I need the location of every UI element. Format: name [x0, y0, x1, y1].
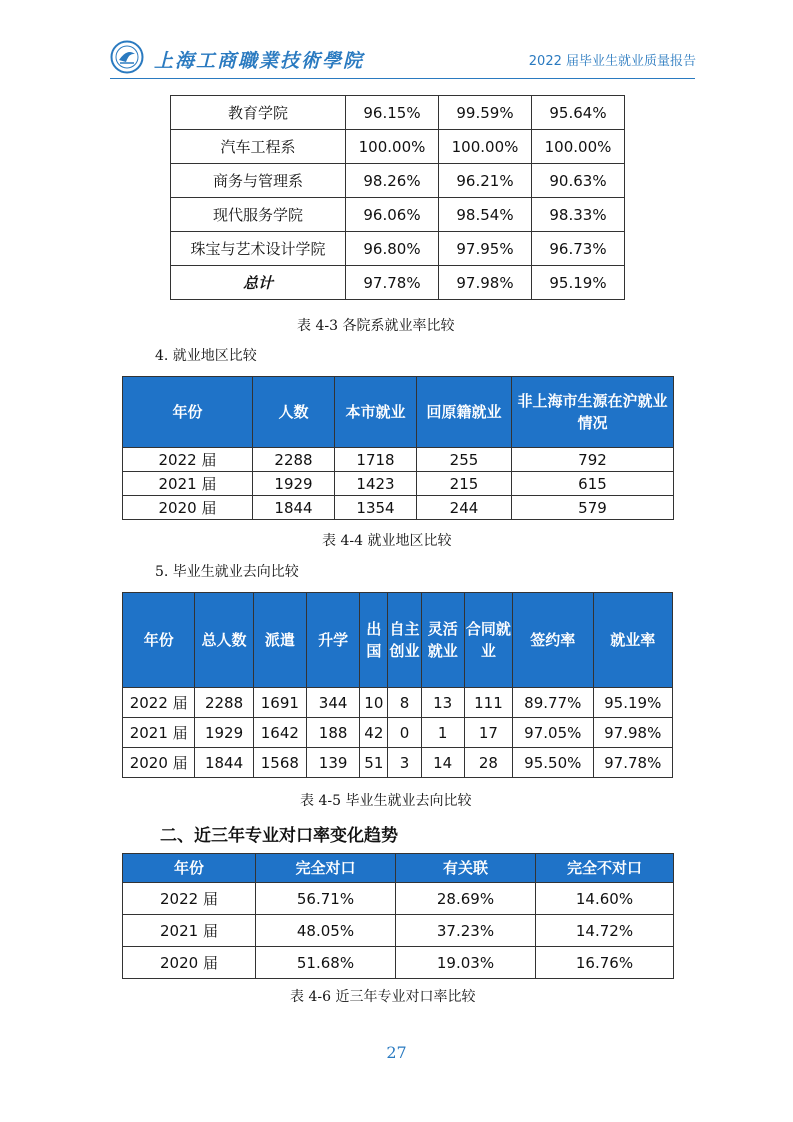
value-cell: 1642	[253, 718, 306, 748]
column-header: 灵活就业	[421, 593, 464, 688]
department-cell: 现代服务学院	[171, 198, 346, 232]
value-cell: 51.68%	[256, 947, 396, 979]
column-header: 自主创业	[388, 593, 421, 688]
value-cell: 1354	[335, 496, 417, 520]
rate-cell: 95.19%	[532, 266, 625, 300]
year-cell: 2022 届	[123, 883, 256, 915]
table-row	[123, 748, 673, 778]
rate-cell: 99.59%	[439, 96, 532, 130]
table-row	[123, 718, 673, 748]
value-cell: 37.23%	[396, 915, 536, 947]
value-cell: 42	[360, 718, 388, 748]
column-header: 就业率	[593, 593, 673, 688]
value-cell: 1691	[253, 688, 306, 718]
column-header: 完全对口	[256, 854, 396, 883]
value-cell: 89.77%	[513, 688, 593, 718]
value-cell: 16.76%	[536, 947, 674, 979]
column-header: 人数	[253, 377, 335, 448]
column-header: 有关联	[396, 854, 536, 883]
value-cell: 95.50%	[513, 748, 593, 778]
department-cell: 总计	[171, 266, 346, 300]
value-cell: 0	[388, 718, 421, 748]
value-cell: 28	[464, 748, 512, 778]
table-row	[171, 164, 625, 198]
column-header: 年份	[123, 854, 256, 883]
value-cell: 255	[417, 448, 512, 472]
column-header: 签约率	[513, 593, 593, 688]
rate-cell: 100.00%	[346, 130, 439, 164]
column-header: 回原籍就业	[417, 377, 512, 448]
rate-cell: 98.54%	[439, 198, 532, 232]
value-cell: 344	[306, 688, 359, 718]
section-5-title: 5. 毕业生就业去向比较	[155, 564, 299, 580]
value-cell: 1	[421, 718, 464, 748]
value-cell: 1844	[253, 496, 335, 520]
department-employment-table	[170, 95, 625, 300]
value-cell: 1718	[335, 448, 417, 472]
page-number: 27	[386, 1043, 407, 1062]
rate-cell: 96.15%	[346, 96, 439, 130]
value-cell: 2288	[253, 448, 335, 472]
value-cell: 13	[421, 688, 464, 718]
table-row	[123, 883, 674, 915]
year-cell: 2020 届	[123, 496, 253, 520]
value-cell: 14	[421, 748, 464, 778]
column-header: 合同就业	[464, 593, 512, 688]
table-row	[123, 915, 674, 947]
value-cell: 97.05%	[513, 718, 593, 748]
rate-cell: 95.64%	[532, 96, 625, 130]
column-header: 本市就业	[335, 377, 417, 448]
rate-cell: 97.95%	[439, 232, 532, 266]
school-name: 上海工商職業技術學院	[154, 50, 365, 72]
report-title: 2022 届毕业生就业质量报告	[528, 54, 696, 69]
value-cell: 95.19%	[593, 688, 673, 718]
table-4-5-caption: 表 4-5 毕业生就业去向比较	[300, 793, 472, 809]
year-cell: 2020 届	[123, 748, 195, 778]
value-cell: 1423	[335, 472, 417, 496]
major-match-table	[122, 853, 674, 979]
rate-cell: 97.78%	[346, 266, 439, 300]
column-header: 完全不对口	[536, 854, 674, 883]
value-cell: 2288	[195, 688, 253, 718]
column-header: 非上海市生源在沪就业情况	[512, 377, 674, 448]
value-cell: 97.78%	[593, 748, 673, 778]
table-row	[171, 198, 625, 232]
column-header: 年份	[123, 593, 195, 688]
value-cell: 1929	[253, 472, 335, 496]
rate-cell: 97.98%	[439, 266, 532, 300]
header-divider	[110, 78, 695, 79]
value-cell: 56.71%	[256, 883, 396, 915]
column-header: 年份	[123, 377, 253, 448]
rate-cell: 100.00%	[439, 130, 532, 164]
value-cell: 51	[360, 748, 388, 778]
value-cell: 14.60%	[536, 883, 674, 915]
value-cell: 14.72%	[536, 915, 674, 947]
year-cell: 2021 届	[123, 718, 195, 748]
department-cell: 珠宝与艺术设计学院	[171, 232, 346, 266]
value-cell: 28.69%	[396, 883, 536, 915]
region-employment-table	[122, 376, 674, 520]
table-row	[123, 947, 674, 979]
table-4-4-caption: 表 4-4 就业地区比较	[322, 533, 452, 549]
rate-cell: 98.33%	[532, 198, 625, 232]
year-cell: 2021 届	[123, 472, 253, 496]
value-cell: 10	[360, 688, 388, 718]
table-row	[123, 448, 674, 472]
rate-cell: 96.80%	[346, 232, 439, 266]
table-row	[171, 130, 625, 164]
rate-cell: 98.26%	[346, 164, 439, 198]
rate-cell: 96.21%	[439, 164, 532, 198]
year-cell: 2020 届	[123, 947, 256, 979]
value-cell: 8	[388, 688, 421, 718]
value-cell: 19.03%	[396, 947, 536, 979]
department-cell: 教育学院	[171, 96, 346, 130]
table-4-6-caption: 表 4-6 近三年专业对口率比较	[290, 989, 476, 1005]
section-2-heading: 二、近三年专业对口率变化趋势	[160, 826, 398, 846]
value-cell: 111	[464, 688, 512, 718]
value-cell: 97.98%	[593, 718, 673, 748]
value-cell: 139	[306, 748, 359, 778]
value-cell: 615	[512, 472, 674, 496]
value-cell: 792	[512, 448, 674, 472]
value-cell: 215	[417, 472, 512, 496]
employment-destination-table	[122, 592, 673, 778]
rate-cell: 96.06%	[346, 198, 439, 232]
value-cell: 48.05%	[256, 915, 396, 947]
value-cell: 188	[306, 718, 359, 748]
rate-cell: 90.63%	[532, 164, 625, 198]
value-cell: 3	[388, 748, 421, 778]
table-row	[123, 496, 674, 520]
table-row	[123, 472, 674, 496]
table-4-3-caption: 表 4-3 各院系就业率比较	[297, 318, 455, 334]
page-header	[96, 40, 696, 80]
column-header: 升学	[306, 593, 359, 688]
value-cell: 1568	[253, 748, 306, 778]
column-header: 出国	[360, 593, 388, 688]
section-4-title: 4. 就业地区比较	[155, 348, 257, 364]
column-header: 总人数	[195, 593, 253, 688]
value-cell: 17	[464, 718, 512, 748]
value-cell: 244	[417, 496, 512, 520]
table-row	[171, 266, 625, 300]
value-cell: 1844	[195, 748, 253, 778]
department-cell: 汽车工程系	[171, 130, 346, 164]
year-cell: 2022 届	[123, 448, 253, 472]
value-cell: 1929	[195, 718, 253, 748]
department-cell: 商务与管理系	[171, 164, 346, 198]
rate-cell: 100.00%	[532, 130, 625, 164]
column-header: 派遣	[253, 593, 306, 688]
school-seal-icon	[110, 40, 144, 74]
year-cell: 2022 届	[123, 688, 195, 718]
table-row	[123, 688, 673, 718]
table-row	[171, 96, 625, 130]
value-cell: 579	[512, 496, 674, 520]
table-row	[171, 232, 625, 266]
year-cell: 2021 届	[123, 915, 256, 947]
rate-cell: 96.73%	[532, 232, 625, 266]
